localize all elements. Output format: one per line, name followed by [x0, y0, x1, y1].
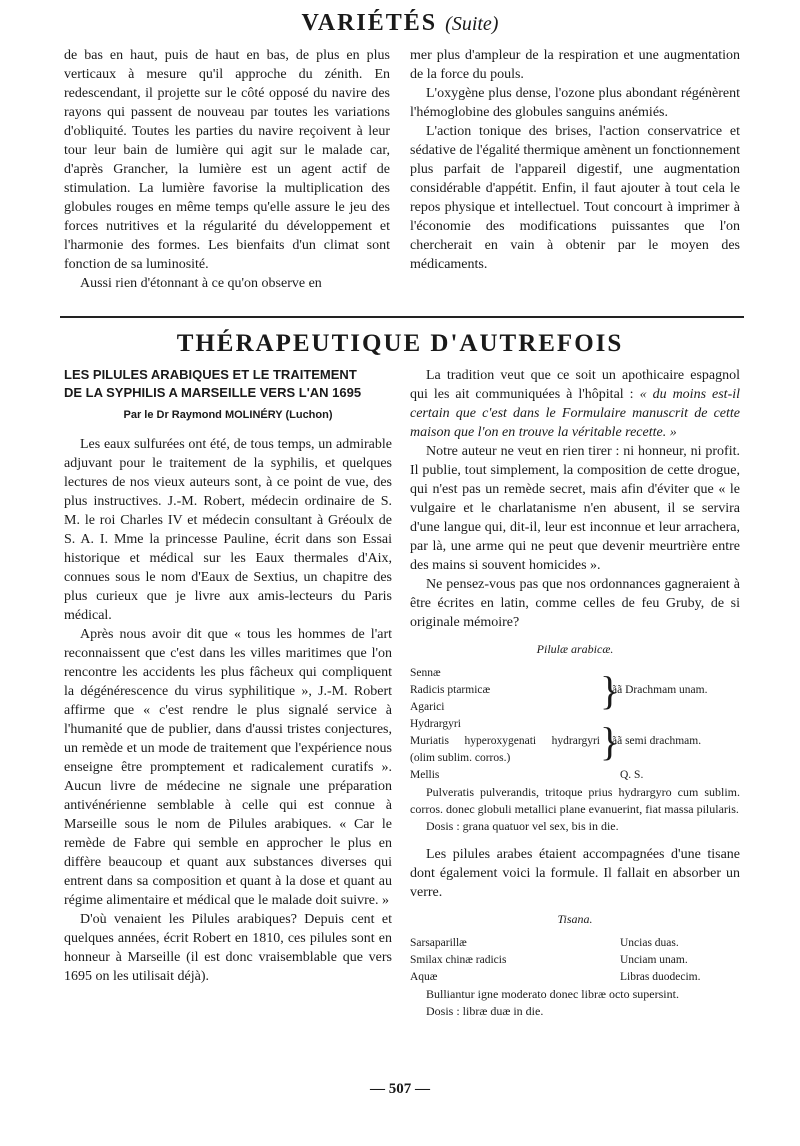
formula-dose: ãã Drachmam unam.: [612, 684, 708, 696]
article-title-line: DE LA SYPHILIS A MARSEILLE VERS L'AN 1695: [64, 385, 362, 400]
brace-icon: }: [600, 718, 620, 764]
formula-ingredient: Agarici: [410, 701, 445, 713]
paragraph: Après nous avoir dit que « tous les hommes de l'art reconnaissent que c'est dans les villes maritimes que l'on rencontre les accidents les plus fâcheux qui compliquent la dégénérescence du virus syphilitique », J.-M. Robert affirme que « c'est rendre le plus signalé service à l'humanité que de publier, dans d'aussi tristes conjectures, un remède et un mode de traitement que l'expérience nous enseigne être promptement et radicalement curatifs ». Aucun livre de médecine ne signale une préparation antivénérienne semblable à celle qui est connue à Marseille sous le nom de Pilules arabiques. « Car le remède de Fabre qui semble en approcher le plus en diffère beaucoup et quant aux substances diverses qui entrent dans sa composition et quant à la dose et quant au régime alimentaire et médical que le malade doit suivre. »: [64, 627, 392, 908]
paragraph: L'action tonique des brises, l'action conservatrice et sédative de l'égalité thermique amènent un fonctionnement plus parfait de l'appareil digestif, une augmentation considérable d'appétit. Enfin, il faut ajouter à tout cela le repos physique et intellectuel. Tout concourt à imprimer à l'économie des modifications puissantes que l'on chercherait en vain à obtenir par le moyen des médicaments.: [410, 124, 740, 272]
formula-ingredient: Aquæ: [410, 971, 438, 983]
formula-ingredient: Sennæ: [410, 667, 441, 679]
formula-group: [410, 716, 740, 767]
article-title: [64, 366, 392, 402]
formula-dose: ãã semi drachmam.: [612, 735, 702, 747]
header-title: VARIÉTÉS: [301, 10, 438, 36]
formula-dose: Libras duodecim.: [620, 971, 701, 983]
formula-instructions: Pulveratis pulverandis, tritoque prius hydrargyro cum sublim. corros. donec globuli metallici plane evanuerint, fiat massa pilularis.: [410, 785, 740, 816]
paragraph: Les eaux sulfurées ont été, de tous temps, un admirable adjuvant pour le traitement de la syphilis, et quelques lectures de nos vieux auteurs sont, à ce point de vue, des plus instructives. J.-M. Robert, médecin ordinaire de S. M. le roi Charles IV et médecin consultant à Gréoulx de S. A. I. Mme la princesse Pauline, écrit dans son Essai historique et médical sur les Eaux thermales d'Aix, connues sous le nom d'Eaux de Sextius, un chapitre des plus curieux que je livre aux amis-lecteurs du Paris médical.: [64, 437, 392, 623]
formula-ingredient: Mellis: [410, 769, 440, 781]
formula-row: [410, 952, 740, 969]
tisane-formula: [410, 935, 740, 986]
formula-dose: Unciam unam.: [620, 954, 688, 966]
formula-title: Pilulæ arabicæ.: [536, 642, 614, 656]
tisane-title: Tisana.: [557, 912, 593, 926]
section-divider: [60, 316, 744, 318]
formula-ingredient: Muriatis hyperoxygenati hydrargyri (olim sublim. corros.): [410, 735, 600, 764]
formula-dose: Q. S.: [620, 769, 644, 781]
formula-ingredient: Sarsaparillæ: [410, 937, 467, 949]
bottom-left-column: [64, 366, 392, 986]
formula-row: [410, 935, 740, 952]
formula-ingredient: Radicis ptarmicæ: [410, 684, 491, 696]
bottom-right-column: [410, 366, 740, 1020]
quote-text: « du moins est-il certain que c'est dans le Formulaire manuscrit de cette maison que l'on en trouve la véritable recette. »: [410, 387, 741, 440]
paragraph: de bas en haut, puis de haut en bas, de plus en plus verticaux à mesure qu'il approche du zénith. En redescendant, il projette sur le côté opposé du navire des rayons qui passent de nouveau par toutes les variations d'obliquité. Toutes les parties du navire reçoivent à leur tour leur bain de lumière qui agit sur le malade car, d'après Grancher, la lumière est un agent actif de stimulation. La lumière favorise la multiplication des globules rouges en même temps qu'elle assure le jeu des forces nutritives et la régularité du développement et l'harmonie des formes. Les bienfaits d'un climat sont fonction de sa luminosité.: [64, 48, 390, 272]
formula-dose: Uncias duas.: [620, 937, 679, 949]
tisane-dosis: Dosis : libræ duæ in die.: [426, 1004, 544, 1018]
formula-ingredient: Hydrargyri: [410, 718, 461, 730]
brace-icon: }: [600, 667, 620, 713]
paragraph: Notre auteur ne veut en rien tirer : ni honneur, ni profit. Il publie, tout simplement, la composition de cette drogue, qui n'est pas un remède secret, mais afin d'éviter que « le vulgaire et le charlatanisme n'en abusent, il se servira d'une langue qui, dit-il, leur est inconnue et leur arrachera, par là, une arme qui ne peut que devenir meurtrière entre des mains si souvent homicides ».: [410, 444, 740, 573]
paragraph: D'où venaient les Pilules arabiques? Depuis cent et quelques années, écrit Robert en 1810, ces pilules sont en honneur à Marseille (il est donc vraisemblable que vers 1695 on les utilisait déjà).: [64, 912, 392, 984]
formula-dosis: Dosis : grana quatuor vel sex, bis in die.: [426, 819, 619, 833]
paragraph: Ne pensez-vous pas que nos ordonnances gagneraient à être écrites en latin, comme celles de feu Gruby, de si originale mémoire?: [410, 577, 740, 630]
page-header: [0, 10, 800, 37]
formula-row: [410, 767, 740, 784]
formula-group: [410, 665, 740, 716]
paragraph: mer plus d'ampleur de la respiration et une augmentation de la force du pouls.: [410, 48, 740, 82]
top-right-column: [410, 46, 740, 274]
page-number: — 507 —: [370, 1081, 430, 1097]
paragraph: Aussi rien d'étonnant à ce qu'on observe en: [80, 276, 322, 291]
article-title-line: LES PILULES ARABIQUES ET LE TRAITEMENT: [64, 367, 357, 382]
header-suite: (Suite): [445, 13, 499, 35]
pill-formula: [410, 665, 740, 784]
paragraph: [410, 366, 740, 442]
section-title: THÉRAPEUTIQUE D'AUTREFOIS: [176, 330, 624, 357]
formula-row: [410, 969, 740, 986]
paragraph: Les pilules arabes étaient accompagnées d'une tisane dont également voici la formule. Il fallait en absorber un verre.: [410, 847, 740, 900]
tisane-instructions: Bulliantur igne moderato donec libræ octo supersint.: [426, 987, 679, 1001]
formula-ingredient: Smilax chinæ radicis: [410, 954, 507, 966]
paragraph-text: La tradition veut que ce soit un apothicaire espagnol qui les ait communiquées à l'hôpital :: [410, 368, 740, 402]
paragraph: L'oxygène plus dense, l'ozone plus abondant régénèrent l'hémoglobine des globules sanguins anémiés.: [410, 86, 740, 120]
top-left-column: [64, 46, 390, 293]
article-byline: Par le Dr Raymond MOLINÉRY (Luchon): [123, 409, 333, 421]
